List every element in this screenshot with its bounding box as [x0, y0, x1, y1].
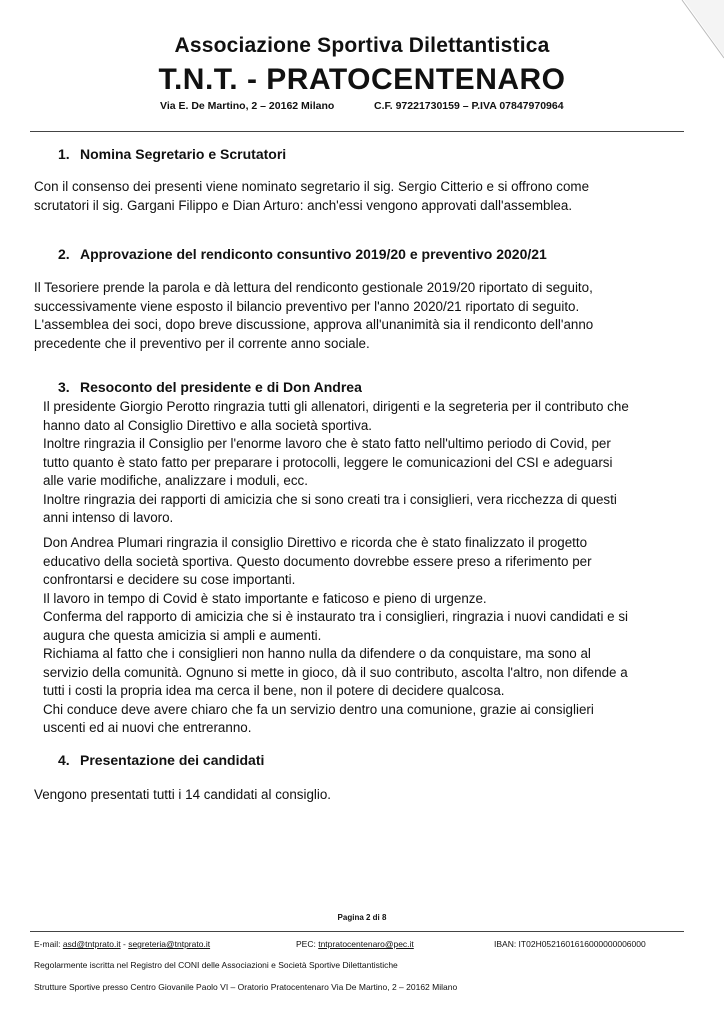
- section-number: 1.: [58, 146, 70, 162]
- text-line: Richiama al fatto che i consiglieri non hanno nulla da difendere o da conquistare, ma sono al: [43, 646, 591, 661]
- text-line: tutti i costi la propria idea ma cerca il bene, non il potere di decidere qualcosa.: [43, 683, 505, 698]
- text-line: anni intenso di lavoro.: [43, 510, 174, 525]
- section-3-paragraph-president: [43, 398, 683, 528]
- text-line: Inoltre ringrazia dei rapporti di amicizia che si sono creati tra i consiglieri, vera ricchezza di questi: [43, 491, 617, 507]
- text-line: Con il consenso dei presenti viene nominato segretario il sig. Sergio Citterio e si offrono come: [34, 179, 590, 194]
- section-number: 2.: [58, 246, 70, 262]
- text-line: precedente che il preventivo per il corrente anno sociale.: [34, 335, 370, 351]
- association-name: T.N.T. - PRATOCENTENARO: [158, 63, 566, 96]
- email-link-asd[interactable]: asd@tntprato.it: [62, 939, 121, 949]
- email-label: E-mail:: [34, 939, 61, 949]
- text-line: servizio della comunità. Ognuno si mette in gioco, dà il suo contributo, ascolta l'altro, non difende a: [43, 664, 628, 680]
- footer-iban: IBAN: IT02H0521601616000000006000: [494, 939, 646, 949]
- footer-registry: Regolarmente iscritta nel Registro del CONI delle Associazioni e Società Sportive Dilettantistiche: [34, 960, 398, 970]
- footer-email: [34, 939, 210, 949]
- footer-pec: [296, 939, 414, 949]
- text-line: Il lavoro in tempo di Covid è stato importante e faticoso e pieno di urgenze.: [43, 590, 487, 606]
- email-separator: -: [122, 939, 126, 949]
- text-line: L'assemblea dei soci, dopo breve discussione, approva all'unanimità sia il rendiconto dell'anno: [34, 317, 594, 332]
- text-line: Don Andrea Plumari ringrazia il consiglio Direttivo e ricorda che è stato finalizzato il progetto: [43, 535, 588, 550]
- text-line: uscenti ed ai nuovi che entreranno.: [43, 720, 252, 735]
- association-type: Associazione Sportiva Dilettantistica: [174, 34, 550, 57]
- section-3-title: [58, 379, 362, 395]
- association-address: Via E. De Martino, 2 – 20162 Milano: [160, 100, 335, 112]
- footer-divider: [30, 931, 684, 932]
- section-1-paragraph: [34, 178, 674, 215]
- text-line: Il Tesoriere prende la parola e dà lettura del rendiconto gestionale 2019/20 riportato di seguito,: [34, 280, 593, 295]
- section-1-title: [58, 146, 286, 162]
- section-2-paragraph: [34, 279, 674, 353]
- section-heading: Approvazione del rendiconto consuntivo 2019/20 e preventivo 2020/21: [80, 246, 547, 262]
- text-line: scrutatori il sig. Gargani Filippo e Dian Arturo: anch'essi vengono approvati dall'assemblea.: [34, 197, 573, 213]
- header-divider: [30, 131, 684, 132]
- section-heading: Resoconto del presidente e di Don Andrea: [80, 379, 362, 395]
- pec-label: PEC:: [296, 939, 316, 949]
- text-line: Inoltre ringrazia il Consiglio per l'enorme lavoro che è stato fatto nell'ultimo periodo di Covid, per: [43, 436, 611, 451]
- section-heading: Presentazione dei candidati: [80, 752, 265, 768]
- text-line: alle varie modifiche, analizzare i moduli, ecc.: [43, 473, 308, 488]
- section-number: 3.: [58, 379, 70, 395]
- text-line: Il presidente Giorgio Perotto ringrazia tutti gli allenatori, dirigenti e la segreteria per il contributo che: [43, 399, 629, 414]
- section-2-title: [58, 246, 547, 262]
- text-line: Conferma del rapporto di amicizia che si è instaurato tra i consiglieri, ringrazia i nuovi candidati e si: [43, 609, 629, 624]
- text-line: successivamente viene esposto il bilancio preventivo per l'anno 2020/21 riportato di seguito.: [34, 298, 580, 314]
- text-line: Chi conduce deve avere chiaro che fa un servizio dentro una comunione, grazie ai consiglieri: [43, 701, 594, 717]
- footer-facilities: Strutture Sportive presso Centro Giovanile Paolo VI – Oratorio Pratocentenaro Via De Martino, 2 – 20162 Milano: [34, 982, 458, 992]
- text-line: educativo della società sportiva. Questo documento dovrebbe essere preso a riferimento per: [43, 553, 592, 569]
- pec-email-link[interactable]: tntpratocentenaro@pec.it: [318, 939, 414, 949]
- section-4-title: [58, 752, 264, 768]
- page-number: Pagina 2 di 8: [337, 913, 387, 922]
- association-fiscal-ids: C.F. 97221730159 – P.IVA 07847970964: [374, 100, 564, 112]
- section-4-paragraph: [34, 786, 674, 805]
- section-heading: Nomina Segretario e Scrutatori: [80, 146, 287, 162]
- text-line: augura che questa amicizia si ampli e aumenti.: [43, 627, 322, 643]
- text-line: confrontarsi e decidere su cose importanti.: [43, 572, 296, 587]
- section-number: 4.: [58, 752, 70, 768]
- section-3-paragraph-don-andrea: [43, 534, 683, 738]
- text-line: tutto quanto è stato fatto per preparare i protocolli, leggere le comunicazioni del CSI e adeguarsi: [43, 454, 613, 470]
- text-line: hanno dato al Consiglio Direttivo e alla società sportiva.: [43, 417, 372, 433]
- email-link-segreteria[interactable]: segreteria@tntprato.it: [128, 939, 211, 949]
- text-line: Vengono presentati tutti i 14 candidati al consiglio.: [34, 787, 332, 802]
